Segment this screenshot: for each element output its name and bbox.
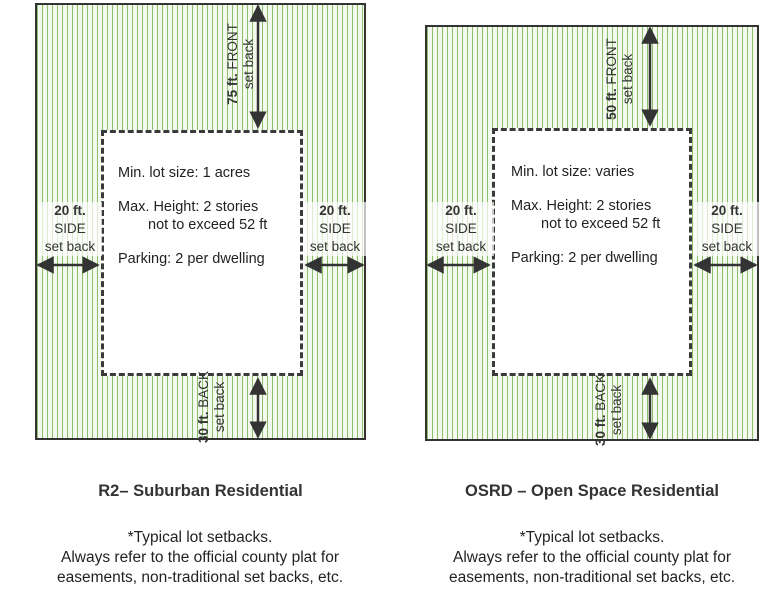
osrd-min-lot-size: Min. lot size: varies (511, 164, 635, 180)
osrd-max-height-limit: not to exceed 52 ft (541, 216, 661, 232)
r2-back-setback-label: 30 ft. BACK set back (196, 370, 227, 444)
osrd-back-setback-label: 30 ft. BACK set back (593, 373, 624, 447)
r2-right-setback-label: 20 ft. SIDE set back (303, 202, 367, 256)
r2-max-height-limit: not to exceed 52 ft (148, 217, 268, 233)
r2-parking: Parking: 2 per dwelling (118, 251, 265, 267)
r2-max-height: Max. Height: 2 stories (118, 199, 259, 215)
osrd-front-setback-label: 50 ft. FRONT set back (604, 38, 635, 120)
r2-caption: R2– Suburban Residential (98, 482, 303, 500)
osrd-parking: Parking: 2 per dwelling (511, 250, 658, 266)
osrd-right-setback-label: 20 ft. SIDE set back (694, 202, 760, 256)
osrd-note: *Typical lot setbacks. Always refer to the official county plat for easements, non-traditional set backs, etc. (448, 529, 736, 586)
r2-note: *Typical lot setbacks. Always refer to the official county plat for easements, non-traditional set backs, etc. (56, 529, 344, 586)
r2-left-setback-label: 20 ft. SIDE set back (38, 202, 102, 256)
osrd-max-height: Max. Height: 2 stories (511, 198, 652, 214)
osrd-caption: OSRD – Open Space Residential (465, 482, 719, 500)
osrd-left-setback-label: 20 ft. SIDE set back (428, 202, 494, 256)
r2-min-lot-size: Min. lot size: 1 acres (118, 165, 251, 181)
r2-front-setback-label: 75 ft. FRONT set back (225, 23, 256, 105)
